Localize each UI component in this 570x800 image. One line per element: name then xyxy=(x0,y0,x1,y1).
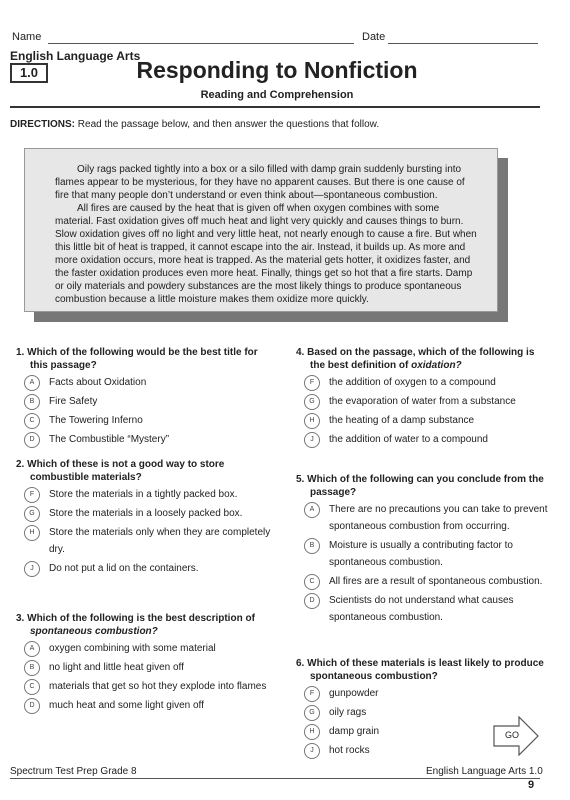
answer-option[interactable] xyxy=(10,486,276,503)
directions-text: Read the passage below, and then answer the questions that follow. xyxy=(77,119,380,130)
header-rule xyxy=(10,106,540,108)
passage-paragraph: Oily rags packed tightly into a box or a silo filled with damp grain suddenly bursting into flames appear to be mysterious, for they have no apparent causes. But there is one cause of fire that many people don’t understand or even think about—spontaneous combustion. xyxy=(55,164,465,201)
footer-left: Spectrum Test Prep Grade 8 xyxy=(10,766,137,777)
answer-text: Store the materials in a loosely packed box. xyxy=(49,508,243,519)
answer-text: gunpowder xyxy=(329,688,379,699)
answer-bubble[interactable]: G xyxy=(304,705,320,721)
answer-bubble[interactable]: C xyxy=(24,413,40,429)
answer-option[interactable] xyxy=(290,573,552,590)
question-2 xyxy=(10,458,276,577)
answer-text: Scientists do not understand what causes spontaneous combustion. xyxy=(329,595,514,623)
answer-bubble[interactable]: H xyxy=(24,525,40,541)
directions xyxy=(10,119,379,130)
question-text xyxy=(10,346,276,372)
answer-bubble[interactable]: H xyxy=(304,724,320,740)
answer-text: Fire Safety xyxy=(49,396,98,407)
answer-option[interactable] xyxy=(10,560,276,577)
answer-option[interactable] xyxy=(10,505,276,522)
question-number: 3. xyxy=(16,613,25,624)
answer-bubble[interactable]: F xyxy=(304,686,320,702)
answer-option[interactable] xyxy=(10,412,276,429)
answer-option[interactable] xyxy=(10,659,276,676)
passage-paragraph: All fires are caused by the heat that is given off when oxygen combines with some material. Fast oxidation gives off much heat and light very quickly and causes things to burn. Slow oxidation gives off no light and very little heat, not nearly enough to cause a fire. But when this little bit of heat is trapped, it cannot escape into the air. Instead, it builds up. As more and more oxidation occurs, more heat is trapped. As the material gets hotter, it oxidizes faster, and the faster oxidation produces even more heat. Finally, things get so hot that a fire starts. Damp or oily materials and powdery substances are the most likely things to produce spontaneous combustion because a little moisture makes them oxidize more quickly. xyxy=(55,203,477,305)
answer-bubble[interactable]: G xyxy=(24,506,40,522)
answer-bubble[interactable]: A xyxy=(304,502,320,518)
answer-option[interactable] xyxy=(10,524,276,558)
answer-bubble[interactable]: C xyxy=(304,574,320,590)
answer-option[interactable] xyxy=(10,640,276,657)
answer-option[interactable] xyxy=(10,431,276,448)
answer-bubble[interactable]: B xyxy=(304,538,320,554)
answer-text: materials that get so hot they explode into flames xyxy=(49,681,267,692)
answer-option[interactable] xyxy=(290,501,552,535)
question-emphasis: spontaneous combustion? xyxy=(30,626,158,637)
answer-text: oxygen combining with some material xyxy=(49,643,216,654)
question-text xyxy=(10,458,276,484)
answer-option[interactable] xyxy=(10,374,276,391)
answer-text: Moisture is usually a contributing factor to spontaneous combustion. xyxy=(329,540,513,568)
question-text xyxy=(290,657,552,683)
answer-text: oily rags xyxy=(329,707,367,718)
directions-label: DIRECTIONS: xyxy=(10,119,75,130)
answer-bubble[interactable]: A xyxy=(24,375,40,391)
answer-option[interactable] xyxy=(290,393,552,410)
name-label: Name xyxy=(12,31,42,43)
question-number: 2. xyxy=(16,459,25,470)
answer-text: The Towering Inferno xyxy=(49,415,143,426)
answer-option[interactable] xyxy=(290,412,552,429)
answer-text: All fires are a result of spontaneous combustion. xyxy=(329,576,543,587)
answer-option[interactable] xyxy=(10,697,276,714)
answer-bubble[interactable]: F xyxy=(304,375,320,391)
question-prompt: Based on the passage, which of the following is the best definition of xyxy=(307,347,535,371)
answer-text: Store the materials in a tightly packed box. xyxy=(49,489,238,500)
name-line[interactable] xyxy=(48,43,354,44)
question-1 xyxy=(10,346,276,448)
date-line[interactable] xyxy=(388,43,538,44)
answer-option[interactable] xyxy=(290,374,552,391)
question-number: 1. xyxy=(16,347,25,358)
answer-text: Do not put a lid on the containers. xyxy=(49,563,199,574)
reading-passage xyxy=(24,148,498,312)
answer-bubble[interactable]: D xyxy=(304,593,320,609)
question-prompt: Which of these materials is least likely to produce spontaneous combustion? xyxy=(307,658,544,682)
page-title: Responding to Nonfiction xyxy=(136,57,418,83)
answer-bubble[interactable]: H xyxy=(304,413,320,429)
answer-bubble[interactable]: C xyxy=(24,679,40,695)
question-3 xyxy=(10,612,276,714)
answer-option[interactable] xyxy=(290,592,552,626)
answer-bubble[interactable]: J xyxy=(304,743,320,759)
question-prompt: Which of the following is the best description of xyxy=(27,613,255,624)
answer-bubble[interactable]: A xyxy=(24,641,40,657)
question-number: 6. xyxy=(296,658,305,669)
answer-option[interactable] xyxy=(10,678,276,695)
answer-text: the addition of oxygen to a compound xyxy=(329,377,496,388)
answer-text: Facts about Oxidation xyxy=(49,377,147,388)
answer-bubble[interactable]: F xyxy=(24,487,40,503)
answer-text: the evaporation of water from a substance xyxy=(329,396,516,407)
answer-bubble[interactable]: G xyxy=(304,394,320,410)
date-label: Date xyxy=(362,31,386,43)
question-emphasis: oxidation? xyxy=(411,360,462,371)
page-subtitle: Reading and Comprehension xyxy=(200,89,354,101)
answer-text: The Combustible “Mystery” xyxy=(49,434,170,445)
footer-rule xyxy=(10,778,540,779)
answer-bubble[interactable]: J xyxy=(24,561,40,577)
answer-option[interactable] xyxy=(290,685,552,702)
answer-bubble[interactable]: B xyxy=(24,660,40,676)
answer-text: damp grain xyxy=(329,726,380,737)
name-row xyxy=(12,31,41,43)
answer-text: Store the materials only when they are completely dry. xyxy=(49,527,271,555)
answer-bubble[interactable]: B xyxy=(24,394,40,410)
answer-bubble[interactable]: D xyxy=(24,432,40,448)
question-text xyxy=(10,612,276,638)
answer-option[interactable] xyxy=(10,393,276,410)
answer-text: hot rocks xyxy=(329,745,370,756)
subject-label: English Language Arts xyxy=(10,49,141,63)
page-number: 9 xyxy=(528,779,535,791)
answer-text: the addition of water to a compound xyxy=(329,434,488,445)
go-arrow-icon xyxy=(493,716,539,756)
answer-bubble[interactable]: D xyxy=(24,698,40,714)
footer-right: English Language Arts 1.0 xyxy=(426,766,543,777)
answer-option[interactable] xyxy=(290,431,552,448)
section-number: 1.0 xyxy=(10,63,48,83)
question-number: 4. xyxy=(296,347,305,358)
answer-text: much heat and some light given off xyxy=(49,700,204,711)
question-text xyxy=(290,346,552,372)
question-number: 5. xyxy=(296,474,305,485)
answer-text: There are no precautions you can take to prevent spontaneous combustion from occurring. xyxy=(329,504,548,532)
question-text xyxy=(290,473,552,499)
question-4 xyxy=(290,346,552,448)
question-prompt: Which of these is not a good way to store combustible materials? xyxy=(27,459,225,483)
question-5 xyxy=(290,473,552,626)
question-prompt: Which of the following would be the best title for this passage? xyxy=(27,347,258,371)
answer-text: no light and little heat given off xyxy=(49,662,184,673)
question-prompt: Which of the following can you conclude from the passage? xyxy=(307,474,544,498)
go-label: GO xyxy=(505,730,520,740)
answer-option[interactable] xyxy=(290,537,552,571)
answer-bubble[interactable]: J xyxy=(304,432,320,448)
answer-text: the heating of a damp substance xyxy=(329,415,475,426)
